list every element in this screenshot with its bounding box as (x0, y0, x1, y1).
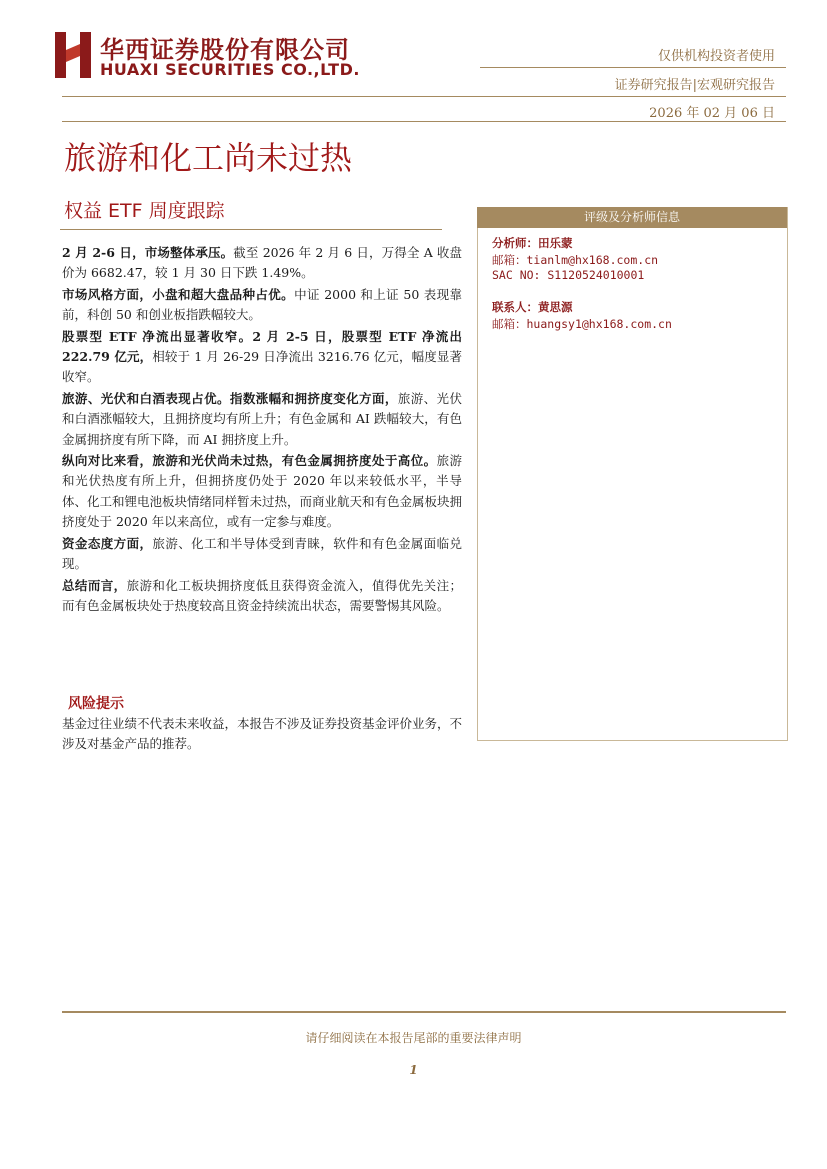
summary-paragraph: 股票型 ETF 净流出显著收窄。2 月 2-5 日，股票型 ETF 净流出 222.79 亿元，相较于 1 月 26-29 日净流出 3216.76 亿元，幅度显著收窄。 (62, 328, 462, 385)
analyst-panel (477, 207, 788, 741)
risk-heading: 风险提示 (68, 696, 124, 712)
summary-paragraph: 总结而言，旅游和化工板块拥挤度低且获得资金流入，值得优先关注；而有色金属板块处于热度较高且资金持续流出状态，需要警惕其风险。 (62, 577, 462, 613)
summary-paragraph: 纵向对比来看，旅游和光伏尚未过热，有色金属拥挤度处于高位。旅游和光伏热度有所上升，但拥挤度仍处于 2020 年以来较低水平，半导体、化工和锂电池板块情绪同样暂未过热，而商业航天和有色金属板块拥挤度处于 2020 年以来高位，或有一定参与难度。 (62, 453, 463, 530)
report-type: 证券研究报告|宏观研究报告 (614, 78, 775, 93)
contact-name: 联系人：黄思源 (492, 300, 573, 314)
summary-paragraph: 旅游、光伏和白酒表现占优。指数涨幅和拥挤度变化方面，旅游、光伏和白酒涨幅较大，且拥挤度均有所上升；有色金属和 AI 跌幅较大，有色金属拥挤度有所下降，而 AI 拥挤度上升。 (62, 390, 462, 447)
legal-notice: 请仔细阅读在本报告尾部的重要法律声明 (305, 1031, 522, 1045)
summary-body (62, 243, 462, 617)
analyst-sac-number: SAC NO: S1120524010001 (492, 268, 645, 282)
header-divider (480, 67, 786, 68)
header-rule-2 (62, 121, 786, 122)
report-subtitle: 权益 ETF 周度跟踪 (64, 200, 225, 222)
analyst-name: 分析师：田乐蒙 (492, 236, 573, 250)
audience-note: 仅供机构投资者使用 (657, 49, 775, 64)
header-rule (62, 96, 786, 97)
analyst-panel-heading: 评级及分析师信息 (477, 207, 787, 228)
report-title: 旅游和化工尚未过热 (64, 139, 353, 177)
summary-paragraph: 市场风格方面，小盘和超大盘品种占优。中证 2000 和上证 50 表现靠前，科创 50 和创业板指跌幅较大。 (62, 286, 462, 323)
summary-paragraph: 资金态度方面，旅游、化工和半导体受到青睐，软件和有色金属面临兑现。 (62, 535, 462, 572)
footer-rule (62, 1011, 786, 1013)
summary-paragraph: 2 月 2-6 日，市场整体承压。截至 2026 年 2 月 6 日，万得全 A 收盘价为 6682.47，较 1 月 30 日下跌 1.49%。 (62, 245, 462, 281)
company-logo-icon (55, 32, 91, 78)
page-number: 1 (409, 1063, 418, 1077)
subtitle-underline (60, 229, 442, 230)
contact-email[interactable]: 邮箱：huangsy1@hx168.com.cn (492, 317, 672, 331)
risk-text: 基金过往业绩不代表未来收益，本报告不涉及证券投资基金评价业务，不涉及对基金产品的推荐。 (62, 716, 463, 752)
company-name-cn: 华西证券股份有限公司 (100, 36, 350, 64)
company-name-en: HUAXI SECURITIES CO.,LTD. (100, 60, 360, 79)
analyst-email[interactable]: 邮箱：tianlm@hx168.com.cn (492, 253, 659, 267)
report-date: 2026 年 02 月 06 日 (649, 106, 775, 121)
